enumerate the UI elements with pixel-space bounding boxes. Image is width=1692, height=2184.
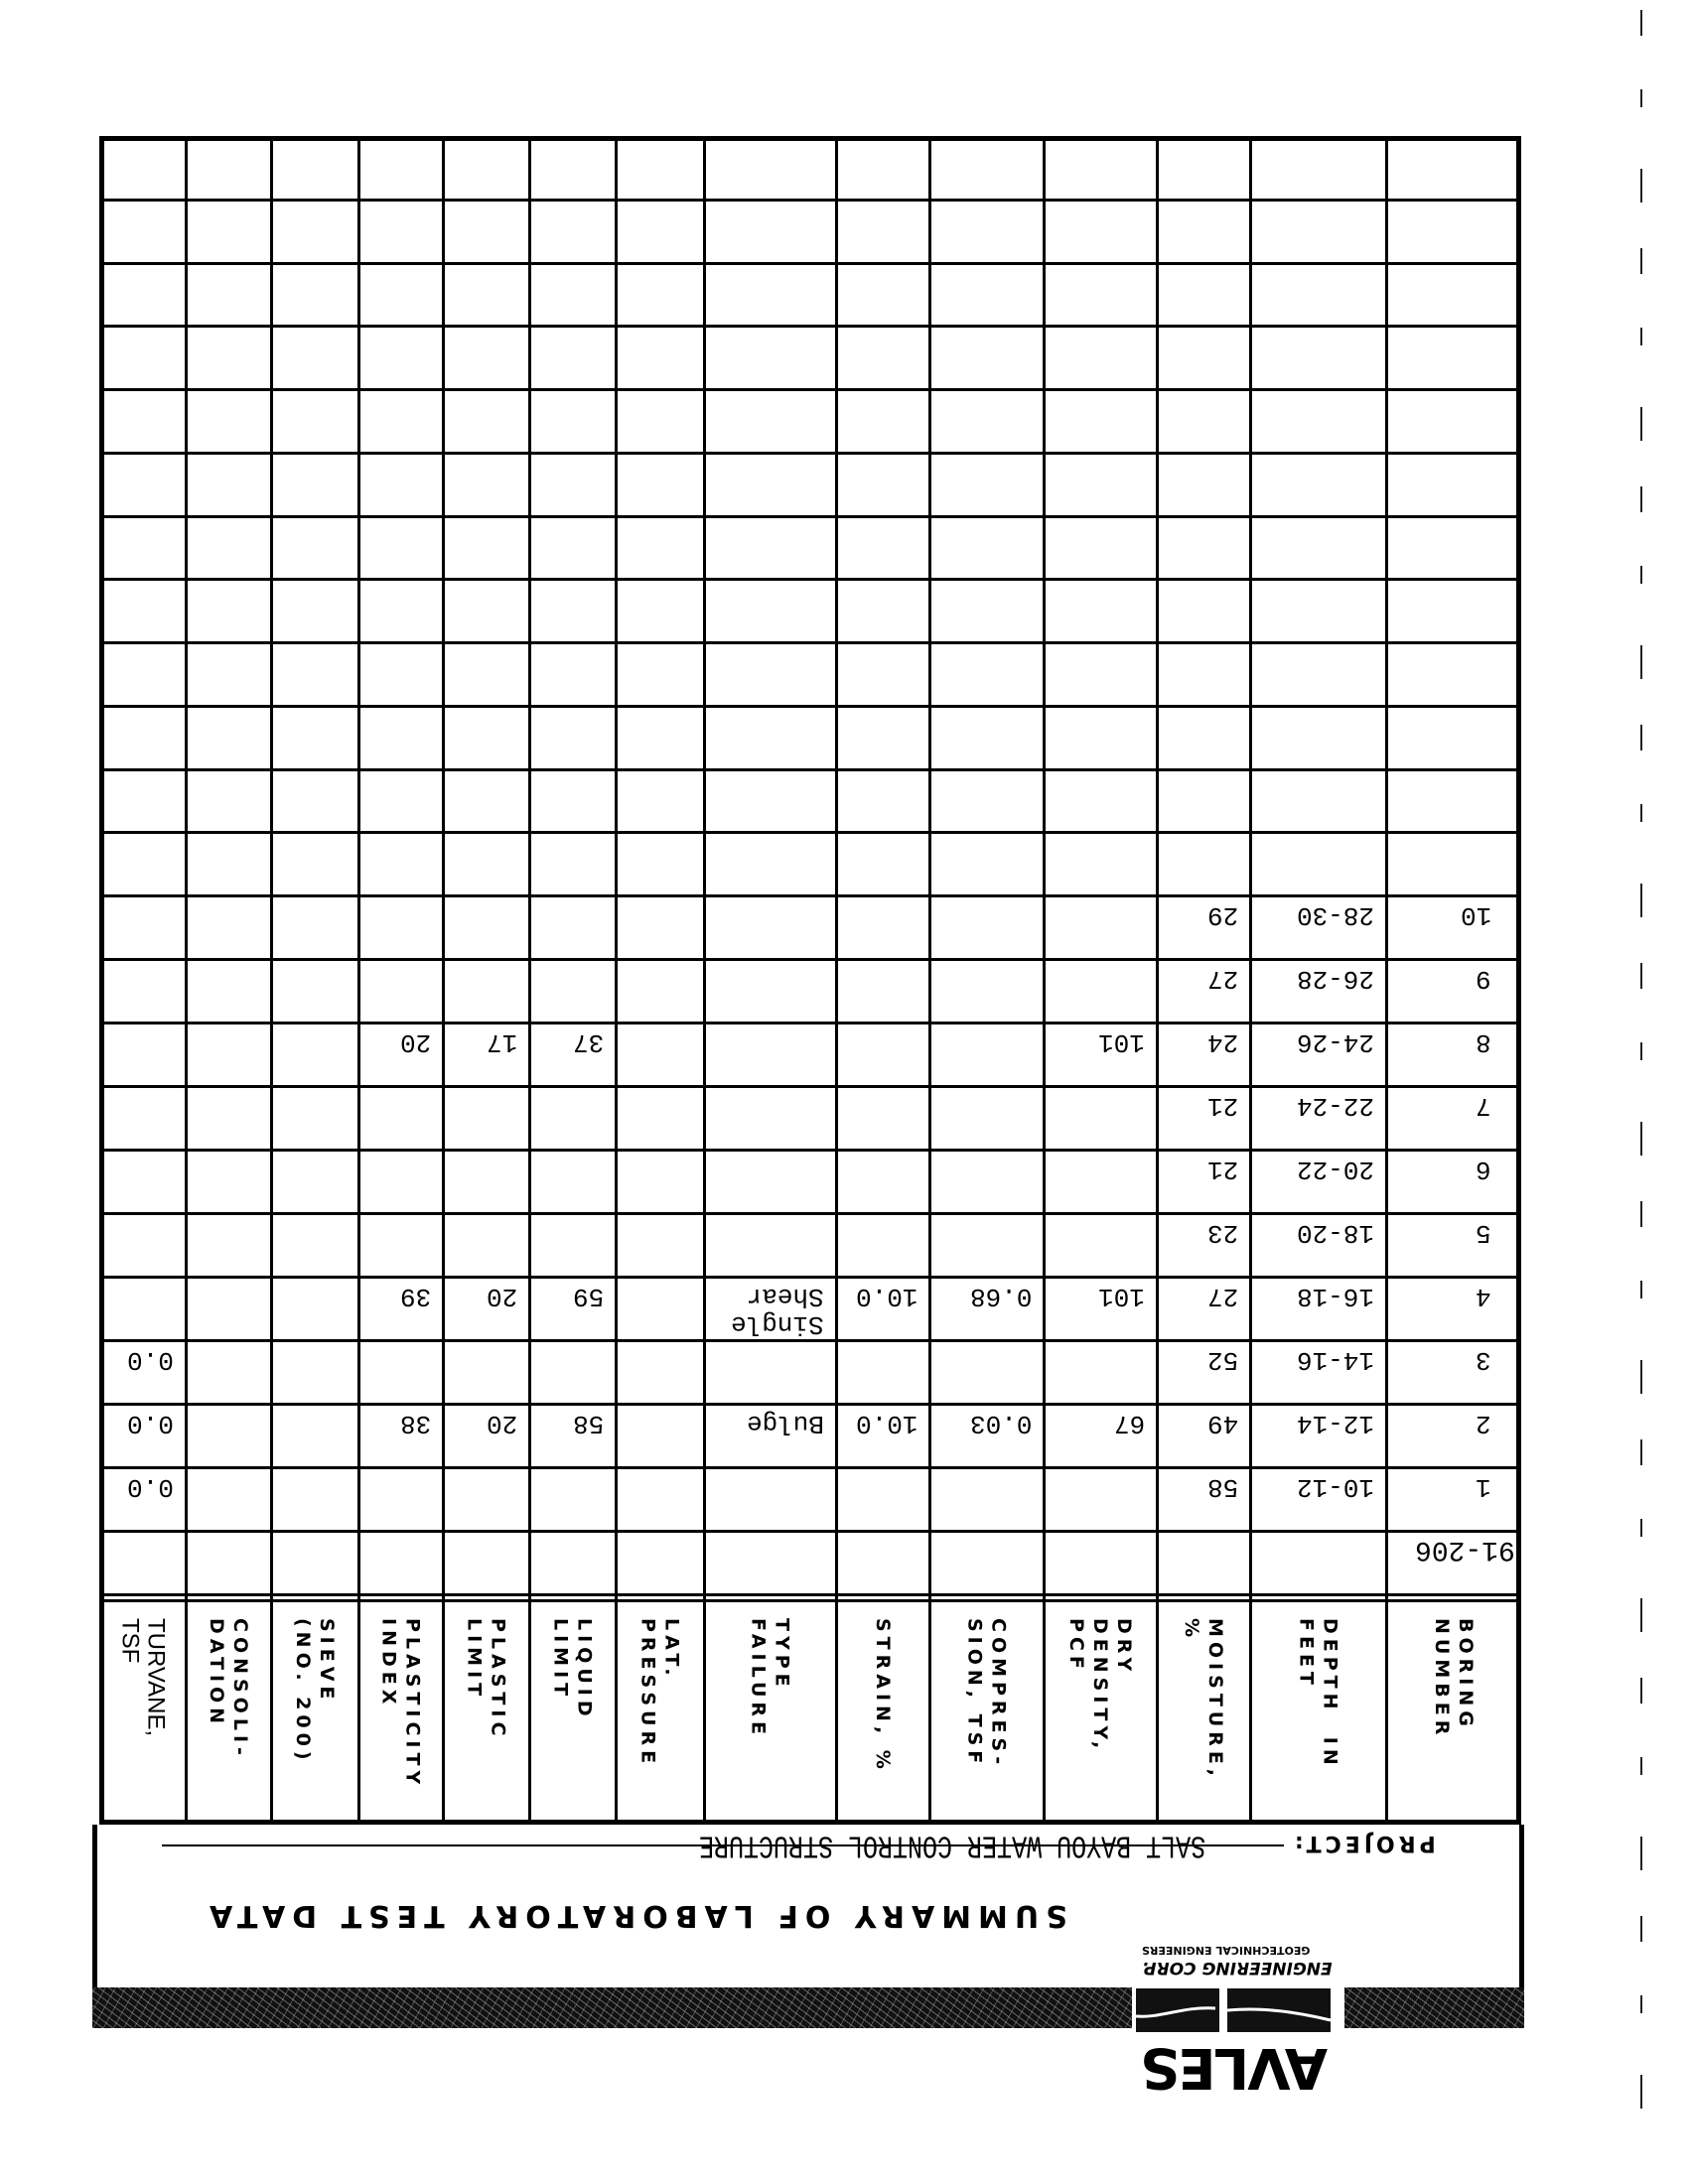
cell-moisture: 52: [1207, 1345, 1239, 1375]
cell-depth: 16-18: [1297, 1282, 1375, 1311]
grid-row-line: [99, 388, 1521, 391]
cell-dry-density: 101: [1098, 1027, 1145, 1057]
column-header-strain: STRAIN, %: [872, 1618, 894, 1774]
scan-mark: [1640, 2075, 1642, 2109]
cell-plasticity-index: 20: [400, 1027, 432, 1057]
cell-compression: 0.68: [970, 1282, 1033, 1311]
grid-row-line: [99, 831, 1521, 834]
grid-row-line: [99, 199, 1521, 202]
grid-row-line: [99, 1276, 1521, 1279]
grid-row-line: [99, 1466, 1521, 1469]
grid-row-line: [99, 1149, 1521, 1152]
scan-mark: [1640, 1757, 1642, 1775]
grid-row-line: [99, 894, 1521, 897]
cell-boring: 5: [1476, 1218, 1491, 1248]
scan-mark: [1640, 963, 1642, 989]
column-header-type-failure: TYPE FAILURE: [747, 1618, 793, 1740]
scan-mark: [1640, 804, 1642, 822]
cell-moisture: 21: [1207, 1155, 1239, 1184]
scan-mark: [1640, 1519, 1642, 1537]
scan-mark: [1640, 1042, 1642, 1060]
cell-plastic-limit: 20: [487, 1409, 518, 1438]
scan-mark: [1640, 725, 1642, 751]
grid-row-line: [99, 325, 1521, 328]
cell-strain: 10.0: [856, 1282, 918, 1311]
cell-plasticity-index: 39: [400, 1282, 432, 1311]
scan-mark: [1640, 884, 1642, 917]
cell-liquid-limit: 37: [573, 1027, 605, 1057]
scan-mark: [1640, 1678, 1642, 1704]
cell-depth: 10-12: [1297, 1472, 1375, 1502]
grid-row-line: [99, 768, 1521, 771]
column-header-compression: COMPRES- SION, TSF: [963, 1618, 1010, 1770]
scan-mark: [1640, 1281, 1642, 1298]
document-title: SUMMARY OF LABORATORY TEST DATA: [203, 1898, 1067, 1933]
cell-moisture: 21: [1207, 1091, 1239, 1121]
cell-torvane: 0.0: [127, 1345, 174, 1375]
cell-dry-density: 101: [1098, 1282, 1145, 1311]
logo-wordmark: AVLES: [1142, 2035, 1329, 2100]
cell-depth: 26-28: [1297, 964, 1375, 994]
scan-mark: [1640, 407, 1642, 441]
scan-mark: [1640, 1837, 1642, 1870]
cell-depth: 28-30: [1297, 900, 1375, 930]
cell-torvane: 0.0: [127, 1409, 174, 1438]
cell-plasticity-index: 38: [400, 1409, 432, 1438]
column-header-moisture: MOISTURE, %: [1181, 1618, 1226, 1782]
scan-mark: [1640, 566, 1642, 584]
scan-mark: [1640, 1916, 1642, 1942]
cell-depth: 12-14: [1297, 1409, 1375, 1438]
grid-row-line: [99, 1085, 1521, 1088]
cell-moisture: 58: [1207, 1472, 1239, 1502]
column-header-plasticity-index: PLASTICITY INDEX: [377, 1618, 424, 1790]
column-header-dry-density: DRY DENSITY, PCF: [1065, 1618, 1135, 1754]
company-logo: [1132, 1980, 1344, 2036]
scan-mark: [1640, 645, 1642, 679]
cell-type-failure: Single Shear: [731, 1282, 824, 1339]
scan-mark: [1640, 1360, 1642, 1394]
grid-row-line: [99, 1339, 1521, 1342]
column-header-torvane: TURVANE, TSF: [116, 1618, 170, 1737]
cell-moisture: 29: [1207, 900, 1239, 930]
grid-row-line: [99, 1212, 1521, 1215]
cell-boring: 2: [1476, 1409, 1491, 1438]
scan-mark: [1640, 10, 1642, 36]
cell-liquid-limit: 59: [573, 1282, 605, 1311]
cell-moisture: 23: [1207, 1218, 1239, 1248]
scan-mark: [1640, 169, 1642, 203]
scan-mark: [1640, 248, 1642, 274]
grid-row-line: [99, 641, 1521, 644]
grid-row-line: [99, 705, 1521, 708]
grid-row-line: [99, 515, 1521, 518]
cell-dry-density: 67: [1114, 1409, 1146, 1438]
cell-depth: 24-26: [1297, 1027, 1375, 1057]
grid-row-line: [99, 1820, 1521, 1823]
column-header-depth: DEPTH IN FEET: [1295, 1618, 1341, 1770]
cell-type-failure: Bulge: [747, 1409, 825, 1438]
column-header-sieve: SIEVE (NO. 200): [292, 1618, 338, 1765]
scan-mark: [1640, 1201, 1642, 1227]
column-header-boring: BORING NUMBER: [1431, 1618, 1477, 1740]
grid-row-line: [99, 262, 1521, 265]
scan-mark: [1640, 1439, 1642, 1465]
grid-row-line: [99, 1403, 1521, 1406]
grid-row-line: [99, 1530, 1521, 1533]
grid-row-line: [99, 958, 1521, 961]
cell-boring: 8: [1476, 1027, 1491, 1057]
logo-wave-icon: [1132, 1988, 1344, 2032]
cell-boring: 6: [1476, 1155, 1491, 1184]
column-header-lat-pressure: LAT. PRESSURE: [636, 1618, 683, 1769]
scan-mark: [1640, 89, 1642, 107]
cell-depth: 18-20: [1297, 1218, 1375, 1248]
scan-mark: [1640, 1598, 1642, 1632]
cell-depth: 14-16: [1297, 1345, 1375, 1375]
cell-depth: 20-22: [1297, 1155, 1375, 1184]
cell-boring: 10: [1461, 900, 1492, 930]
company-name: ENGINEERING CORP.: [1142, 1958, 1333, 1978]
column-header-consolidation: CONSOLI- DATION: [206, 1618, 251, 1760]
cell-boring: 7: [1476, 1091, 1491, 1121]
project-label: PROJECT:: [1291, 1831, 1436, 1855]
column-header-liquid-limit: LIQUID LIMIT: [549, 1618, 596, 1721]
cell-moisture: 49: [1207, 1409, 1239, 1438]
cell-moisture: 27: [1207, 964, 1239, 994]
cell-boring: 4: [1476, 1282, 1491, 1311]
grid-row-line: [99, 578, 1521, 581]
cell-boring: 1: [1476, 1472, 1491, 1502]
scan-mark: [1640, 328, 1642, 345]
boring-id: 91-206: [1415, 1534, 1515, 1565]
cell-moisture: 24: [1207, 1027, 1239, 1057]
cell-boring: 3: [1476, 1345, 1491, 1375]
cell-plastic-limit: 17: [487, 1027, 518, 1057]
cell-torvane: 0.0: [127, 1472, 174, 1502]
cell-boring: 9: [1476, 964, 1491, 994]
scan-mark: [1640, 486, 1642, 512]
scan-mark: [1640, 1995, 1642, 2013]
cell-compression: 0.03: [970, 1409, 1033, 1438]
grid-row-line: [99, 452, 1521, 455]
scan-mark: [1640, 1122, 1642, 1156]
column-header-plastic-limit: PLASTIC LIMIT: [463, 1618, 509, 1741]
cell-liquid-limit: 58: [573, 1409, 605, 1438]
cell-strain: 10.0: [856, 1409, 918, 1438]
grid-row-line: [99, 1593, 1521, 1596]
logo-divider: [1221, 1980, 1225, 2036]
grid-row-line: [99, 1599, 1521, 1602]
cell-depth: 22-24: [1297, 1091, 1375, 1121]
cell-moisture: 27: [1207, 1282, 1239, 1311]
project-name: SALT BAYOU WATER CONTROL STRUCTURE: [699, 1827, 1206, 1863]
company-tagline: GEOTECHNICAL ENGINEERS: [1142, 1944, 1311, 1957]
cell-plastic-limit: 20: [487, 1282, 518, 1311]
grid-row-line: [99, 1022, 1521, 1024]
